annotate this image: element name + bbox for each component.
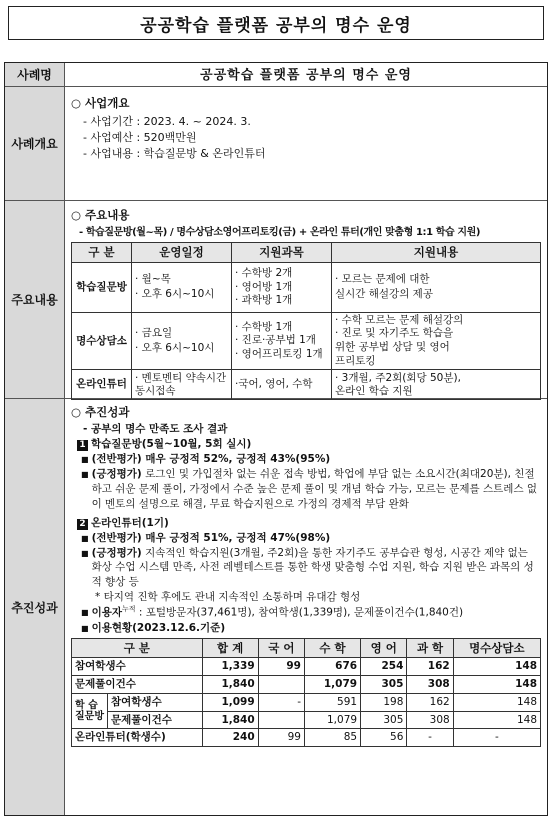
section-2-positive-tag: (긍정평가) <box>91 546 142 559</box>
section-2-title: 온라인튜터(1기) <box>91 516 169 529</box>
stats-row-label: 참여학생수 <box>72 657 203 675</box>
stats-cell: 162 <box>407 657 453 675</box>
program-row <box>72 370 541 400</box>
stats-header-english: 영 어 <box>361 638 407 657</box>
program-header-content: 지원내용 <box>332 243 541 263</box>
program-table <box>71 242 541 400</box>
program-schedule: · 멘토멘티 약속시간 동시접속 <box>132 370 232 400</box>
section-1-bullet-overall <box>71 452 541 467</box>
stats-cell: 99 <box>258 657 304 675</box>
program-content: · 수학 모르는 문제 해설강의 · 진로 및 자기주도 학습을 위한 공부법 상담 및 영어 프리토킹 <box>332 312 541 370</box>
users-text: : 포털방문자(37,461명), 참여학생(1,339명), 문제풀이건수(1,840건) <box>135 606 464 619</box>
survey-title: - 공부의 명수 만족도 조사 결과 <box>83 423 228 436</box>
users-label: 이용자 <box>91 606 122 619</box>
document-title: 공공학습 플랫폼 공부의 명수 운영 <box>8 6 544 40</box>
case-name-row <box>5 63 547 87</box>
stats-cell: 148 <box>453 693 540 711</box>
section-2-note: * 타지역 진학 후에도 관내 지속적인 소통하며 유대감 형성 <box>95 591 361 604</box>
stats-row <box>72 729 541 747</box>
stats-row <box>72 657 541 675</box>
stats-cell: 676 <box>305 657 361 675</box>
stats-cell: 254 <box>361 657 407 675</box>
stats-header-science: 과 학 <box>407 638 453 657</box>
section-1-positive-text: 로그인 및 가입절차 없는 쉬운 접속 방법, 학업에 부담 없는 소요시간(최대20분), 친절하고 쉬운 문제 풀이, 가정에서 수준 높은 문제 풀이 및 개념 학습 가능, 모르는 문제를 스트레스 없이 멘토의 설명으로 해결, 무료 학습지원으로 가정의 경제적 부담 완화 <box>91 468 538 510</box>
section-1-overall-text: 매우 긍정적 52%, 긍정적 43%(95%) <box>141 453 331 466</box>
users-sup: 누적 <box>122 605 136 614</box>
main-content-row <box>5 201 547 399</box>
program-name: 온라인튜터 <box>72 370 132 400</box>
program-subjects: · 수학방 2개 · 영어방 1개 · 과학방 1개 <box>232 262 332 312</box>
case-name-value: 공공학습 플랫폼 공부의 명수 운영 <box>200 68 412 83</box>
stats-cell: 1,099 <box>202 693 258 711</box>
stats-cell: 591 <box>305 693 361 711</box>
stats-cell: 56 <box>361 729 407 747</box>
stats-cell: 99 <box>258 729 304 747</box>
case-name-label: 사례명 <box>5 63 65 86</box>
results-row <box>5 399 547 815</box>
program-subjects: ·국어, 영어, 수학 <box>232 370 332 400</box>
stats-cell <box>258 675 304 693</box>
results-heading: ○ 추진성과 <box>71 405 130 419</box>
square-bullet-icon: ■ <box>81 623 89 633</box>
overview-period: - 사업기간 : 2023. 4. ~ 2024. 3. <box>83 114 251 128</box>
stats-row <box>72 693 541 711</box>
results-label: 추진성과 <box>5 399 65 815</box>
stats-cell: 148 <box>453 711 540 729</box>
square-bullet-icon: ■ <box>81 533 89 543</box>
overview-heading: ○ 사업개요 <box>71 96 130 110</box>
program-header-subjects: 지원과목 <box>232 243 332 263</box>
stats-row-label: 온라인튜터(학생수) <box>72 729 203 747</box>
stats-cell: 240 <box>202 729 258 747</box>
overview-label: 사례개요 <box>5 87 65 200</box>
stats-cell: - <box>453 729 540 747</box>
stats-cell: 1,079 <box>305 711 361 729</box>
section-1-positive-tag: (긍정평가) <box>91 468 142 481</box>
section-2-bullet-positive <box>71 546 541 591</box>
square-bullet-icon: ■ <box>81 608 89 618</box>
section-2-overall-tag: (전반평가) <box>91 531 142 544</box>
square-bullet-icon: ■ <box>81 470 89 480</box>
stats-cell: 85 <box>305 729 361 747</box>
stats-row-label: 문제풀이건수 <box>108 711 203 729</box>
section-2-number: 2 <box>77 519 88 530</box>
section-1-overall-tag: (전반평가) <box>91 453 142 466</box>
stats-cell <box>258 711 304 729</box>
program-row <box>72 262 541 312</box>
stats-row-label: 참여학생수 <box>108 693 203 711</box>
main-content-heading: ○ 주요내용 <box>71 208 130 222</box>
section-2-title-line <box>71 516 541 531</box>
section-2-overall-text: 매우 긍정적 51%, 긍정적 47%(98%) <box>141 531 331 544</box>
overview-content: - 사업내용 : 학습질문방 & 온라인튜터 <box>83 146 266 160</box>
program-row <box>72 312 541 370</box>
users-bullet <box>71 605 541 620</box>
program-schedule: · 월~목 · 오후 6시~10시 <box>132 262 232 312</box>
section-1-title-line <box>71 437 541 452</box>
stats-cell: 1,339 <box>202 657 258 675</box>
stats-cell: 308 <box>407 711 453 729</box>
main-content-label: 주요내용 <box>5 201 65 398</box>
stats-cell: 305 <box>361 711 407 729</box>
square-bullet-icon: ■ <box>81 455 89 465</box>
stats-header-counsel: 명수상담소 <box>453 638 540 657</box>
program-header-schedule: 운영일정 <box>132 243 232 263</box>
stats-cell: 148 <box>453 675 540 693</box>
stats-row <box>72 675 541 693</box>
overview-row <box>5 87 547 201</box>
case-table <box>4 62 548 816</box>
usage-bullet <box>71 621 541 636</box>
stats-header-korean: 국 어 <box>258 638 304 657</box>
stats-cell: 1,840 <box>202 675 258 693</box>
stats-cell: - <box>407 729 453 747</box>
stats-cell: 1,840 <box>202 711 258 729</box>
section-2-positive-text: 지속적인 학습지원(3개월, 주2회)을 통한 자기주도 공부습관 형성, 시공간 제약 없는 화상 수업 시스템 만족, 사전 레벨테스트를 통한 학생 맞춤형 수업 지원, 학습 지원 받은 과목의 성적 향상 등 <box>91 546 534 589</box>
program-content: · 3개월, 주2회(회당 50분), 온라인 학습 지원 <box>332 370 541 400</box>
program-header-category: 구 분 <box>72 243 132 263</box>
section-1-title: 학습질문방(5월~10월, 5회 실시) <box>91 438 252 451</box>
section-2-bullet-overall <box>71 531 541 546</box>
stats-header-total: 합 계 <box>202 638 258 657</box>
stats-cell: 148 <box>453 657 540 675</box>
stats-row-label: 문제풀이건수 <box>72 675 203 693</box>
stats-header-category: 구 분 <box>72 638 203 657</box>
stats-cell: 308 <box>407 675 453 693</box>
program-name: 학습질문방 <box>72 262 132 312</box>
stats-row <box>72 711 541 729</box>
usage-table <box>71 638 541 748</box>
section-1-number: 1 <box>77 440 88 451</box>
program-schedule: · 금요일 · 오후 6시~10시 <box>132 312 232 370</box>
stats-cell: 162 <box>407 693 453 711</box>
square-bullet-icon: ■ <box>81 548 89 558</box>
usage-title: 이용현황(2023.12.6.기준) <box>91 621 226 634</box>
stats-cell: - <box>258 693 304 711</box>
program-subjects: · 수학방 1개 · 진로·공부법 1개 · 영어프리토킹 1개 <box>232 312 332 370</box>
section-1-bullet-positive <box>71 467 541 512</box>
overview-budget: - 사업예산 : 520백만원 <box>83 130 197 144</box>
main-content-subtitle: - 학습질문방(월~목) / 명수상담소영어프리토킹(금) + 온라인 튜터(개인 맞춤형 1:1 학습 지원) <box>79 226 481 238</box>
stats-cell: 305 <box>361 675 407 693</box>
stats-cell: 198 <box>361 693 407 711</box>
program-content: · 모르는 문제에 대한 실시간 해설강의 제공 <box>332 262 541 312</box>
stats-cell: 1,079 <box>305 675 361 693</box>
stats-group-label: 학 습 질문방 <box>72 693 108 729</box>
program-name: 명수상담소 <box>72 312 132 370</box>
stats-header-math: 수 학 <box>305 638 361 657</box>
